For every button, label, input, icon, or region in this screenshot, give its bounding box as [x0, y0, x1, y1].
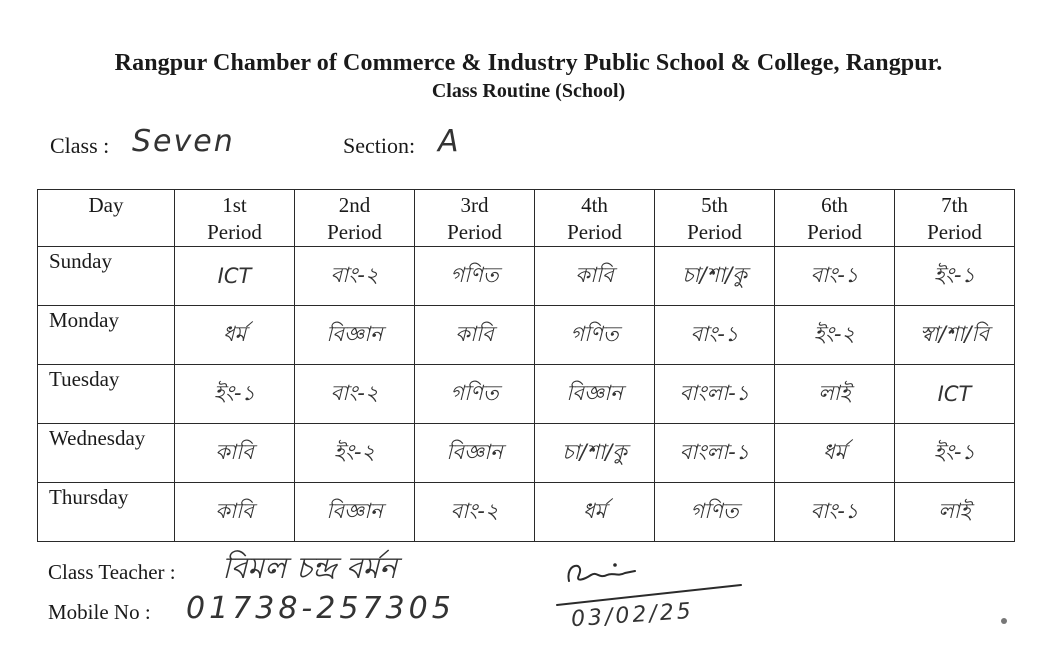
column-header-period-4: 4th Period	[535, 190, 655, 247]
subject-cell: লাই	[895, 483, 1015, 542]
subject-cell: ICT	[895, 365, 1015, 424]
subject-cell: বাং-২	[295, 247, 415, 306]
class-label: Class :	[50, 133, 110, 158]
subject-cell: ইং-২	[295, 424, 415, 483]
subject-cell: গণিত	[415, 247, 535, 306]
subject-cell: গণিত	[535, 306, 655, 365]
header-row	[38, 190, 1015, 247]
section-label: Section:	[343, 133, 416, 158]
table-row	[38, 247, 1015, 306]
subject-cell: গণিত	[415, 365, 535, 424]
subject-cell: বাং-১	[775, 483, 895, 542]
subject-cell: লাই	[775, 365, 895, 424]
routine-subtitle: Class Routine (School)	[431, 80, 626, 102]
column-header-period-7: 7th Period	[895, 190, 1015, 247]
subject-cell: ধর্ম	[775, 424, 895, 483]
mobile-number-value: 01738-257305	[186, 591, 455, 626]
subject-cell: কাবি	[175, 483, 295, 542]
subject-cell: বাং-১	[655, 306, 775, 365]
column-header-day: Day	[38, 190, 175, 247]
subject-cell: ইং-২	[775, 306, 895, 365]
routine-table	[37, 189, 1015, 542]
day-cell: Sunday	[38, 247, 175, 306]
day-cell: Tuesday	[38, 365, 175, 424]
day-cell: Thursday	[38, 483, 175, 542]
day-cell: Wednesday	[38, 424, 175, 483]
subject-cell: ধর্ম	[175, 306, 295, 365]
subject-cell: বিজ্ঞান	[295, 306, 415, 365]
subject-cell: বাং-২	[415, 483, 535, 542]
subject-cell: ধর্ম	[535, 483, 655, 542]
school-name-heading: Rangpur Chamber of Commerce & Industry Public School & College, Rangpur.	[114, 50, 943, 76]
column-header-period-5: 5th Period	[655, 190, 775, 247]
class-teacher-label: Class Teacher :	[48, 560, 176, 584]
signature-block	[555, 553, 755, 643]
subject-cell: বিজ্ঞান	[295, 483, 415, 542]
column-header-period-2: 2nd Period	[295, 190, 415, 247]
subject-cell: কাবি	[415, 306, 535, 365]
subject-cell: চা/শা/কু	[655, 247, 775, 306]
subject-cell: বিজ্ঞান	[415, 424, 535, 483]
table-row	[38, 365, 1015, 424]
subject-cell: বাংলা-১	[655, 424, 775, 483]
class-value: Seven	[132, 124, 235, 159]
subject-cell: বাং-২	[295, 365, 415, 424]
subject-cell: ইং-১	[895, 247, 1015, 306]
subject-cell: কাবি	[175, 424, 295, 483]
subject-cell: গণিত	[655, 483, 775, 542]
mobile-number-label: Mobile No :	[48, 600, 151, 624]
column-header-period-6: 6th Period	[775, 190, 895, 247]
table-row	[38, 424, 1015, 483]
subject-cell: বাংলা-১	[655, 365, 775, 424]
column-header-period-3: 3rd Period	[415, 190, 535, 247]
class-teacher-name: বিমল চন্দ্র বর্মন	[222, 551, 398, 586]
subject-cell: ICT	[175, 247, 295, 306]
subject-cell: কাবি	[535, 247, 655, 306]
paper-speck	[1001, 618, 1007, 624]
subject-cell: ইং-১	[895, 424, 1015, 483]
subject-cell: বাং-১	[775, 247, 895, 306]
subject-cell: বিজ্ঞান	[535, 365, 655, 424]
signature-date: 03/02/25	[570, 598, 695, 633]
day-cell: Monday	[38, 306, 175, 365]
section-value: A	[438, 124, 459, 159]
subject-cell: ইং-১	[175, 365, 295, 424]
column-header-period-1: 1st Period	[175, 190, 295, 247]
subject-cell: স্বা/শা/বি	[895, 306, 1015, 365]
table-row	[38, 306, 1015, 365]
table-row	[38, 483, 1015, 542]
subject-cell: চা/শা/কু	[535, 424, 655, 483]
